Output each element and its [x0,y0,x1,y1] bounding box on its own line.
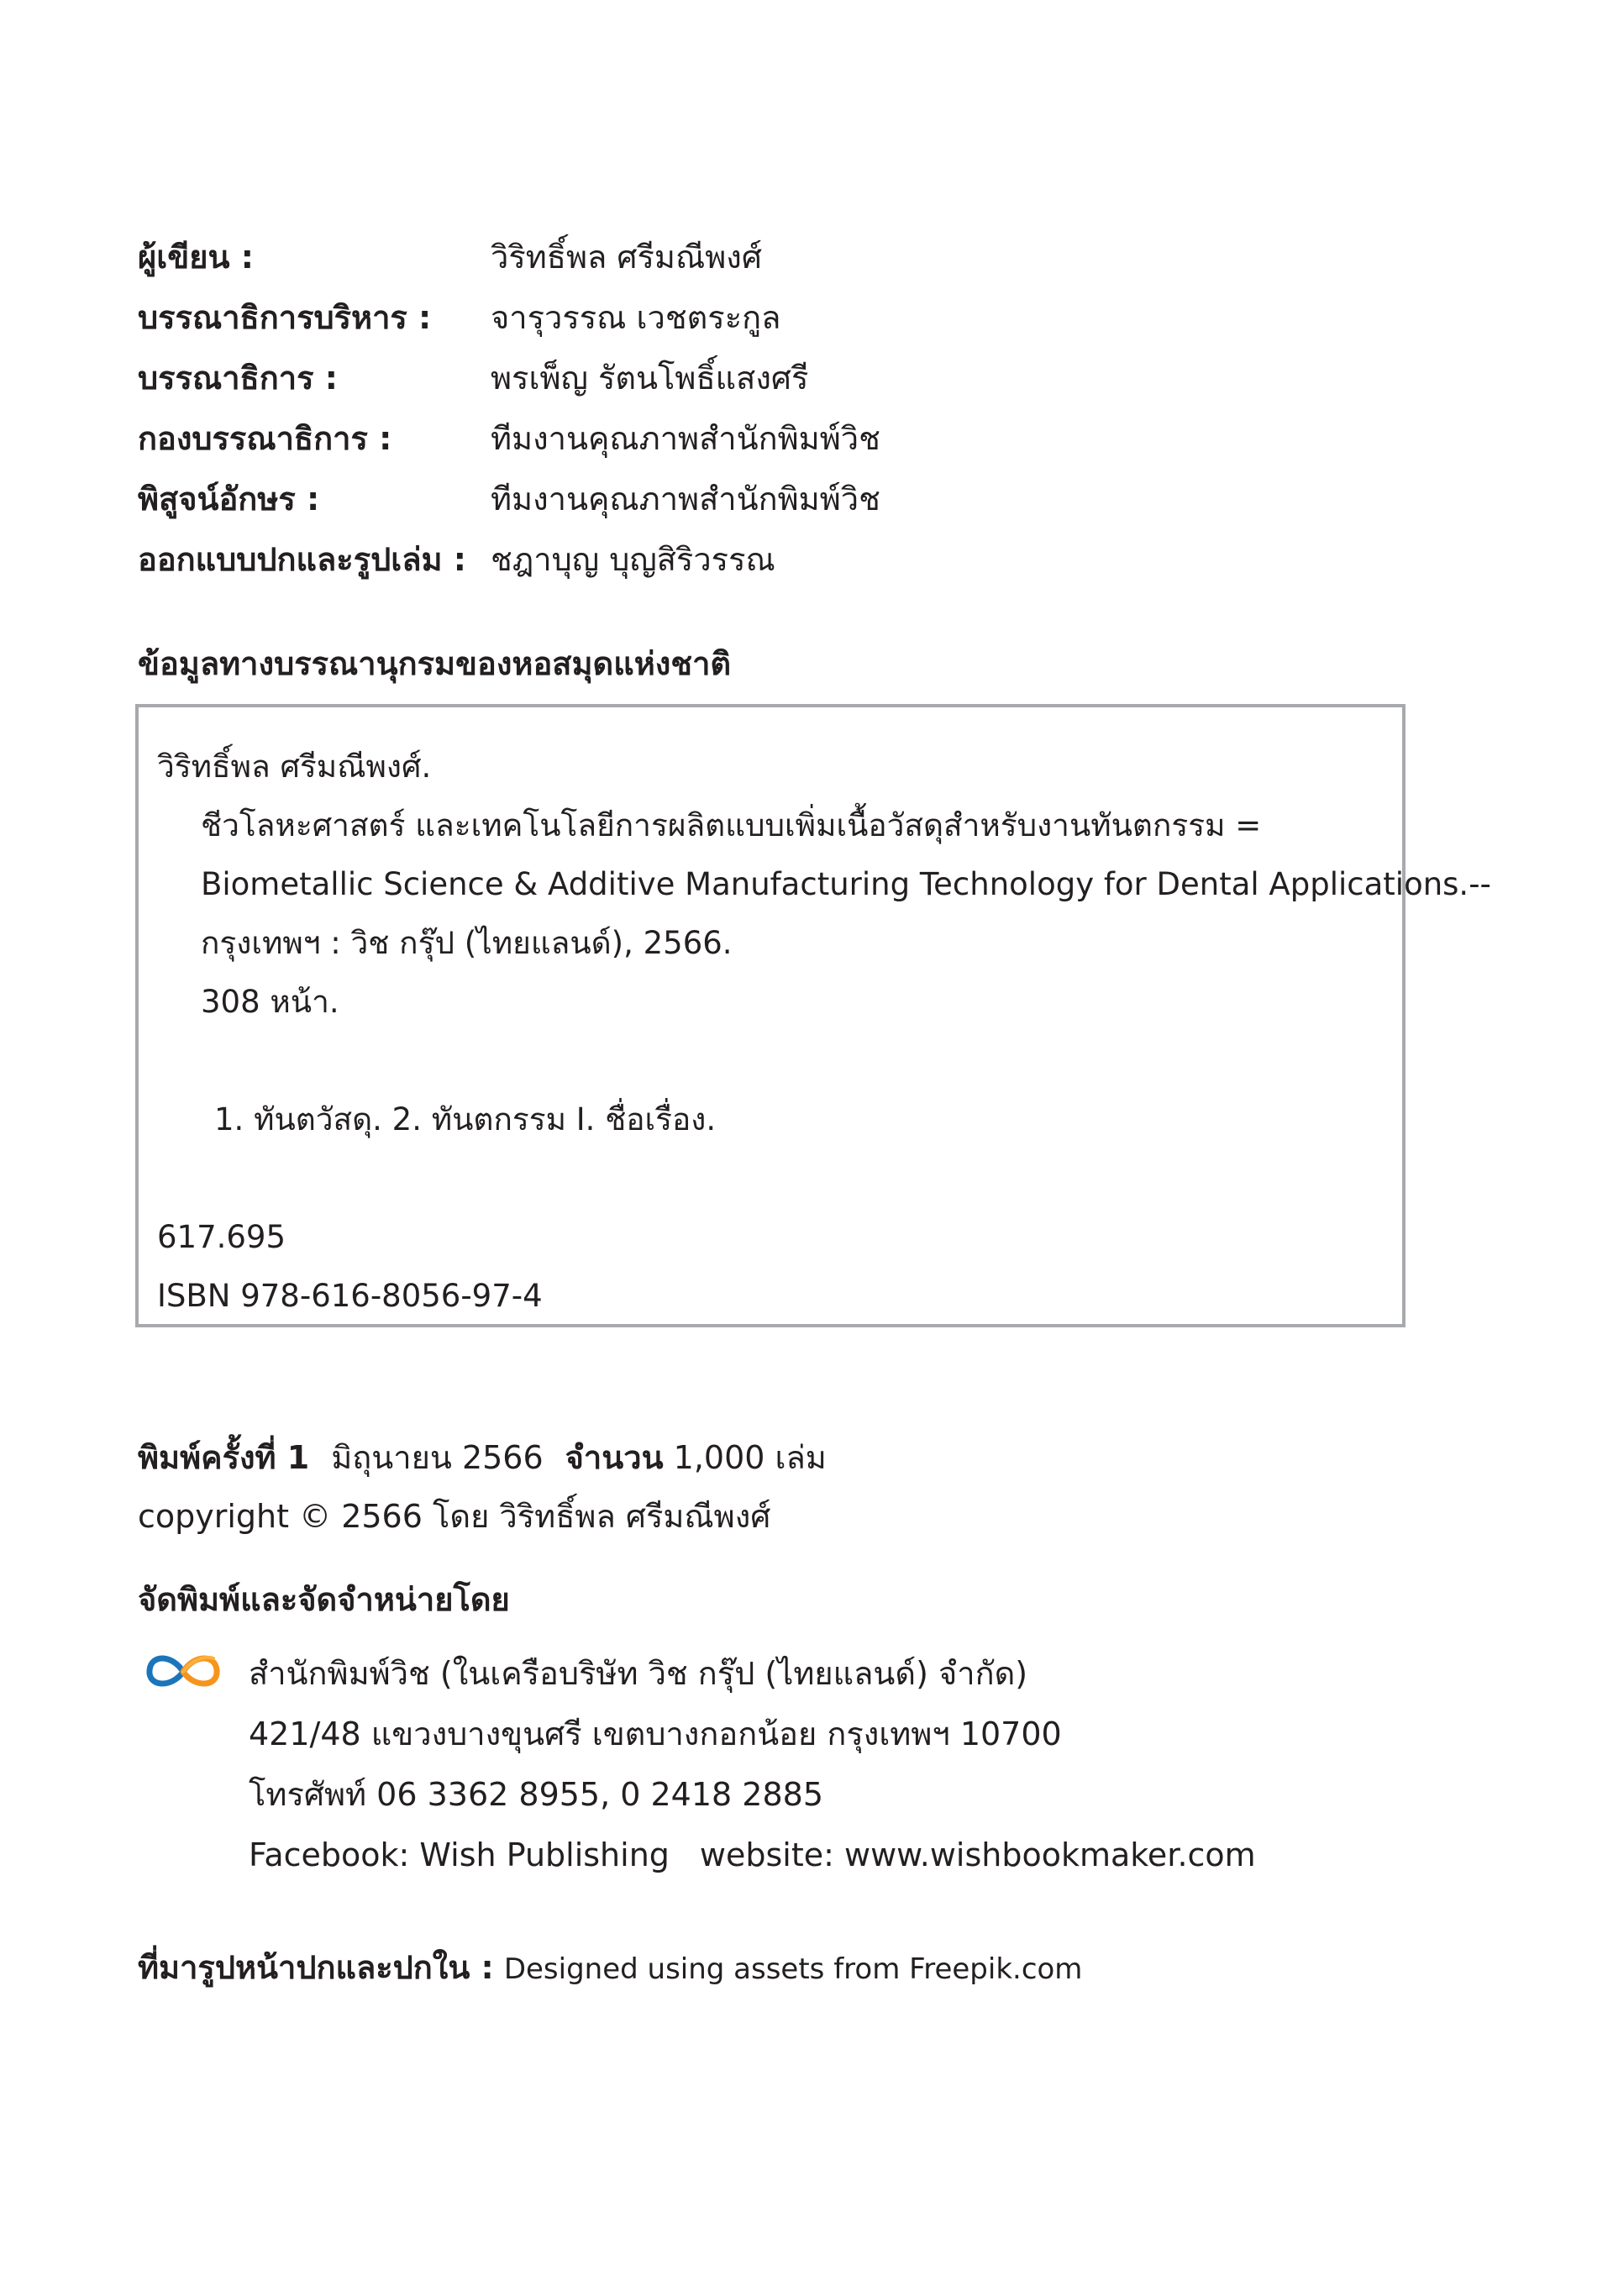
credit-value: พรเพ็ญ รัตนโพธิ์แสงศรี [491,360,809,397]
credits-list [138,227,1398,590]
publisher-address: 421/48 แขวงบางขุนศรี เขตบางกอกน้อย กรุงเทพฯ 10700 [249,1715,1062,1752]
credit-label: ออกแบบปกและรูปเล่ม : [138,541,466,578]
cip-title-en: Biometallic Science & Additive Manufacturing Technology for Dental Applications.-- [201,866,1491,902]
quantity-label: จำนวน [565,1439,664,1476]
cip-imprint: กรุงเทพฯ : วิช กรุ๊ป (ไทยแลนด์), 2566. [201,925,733,961]
cip-classification: 617.695 [157,1219,286,1255]
credit-value: ชฎาบุญ บุญสิริวรรณ [491,541,775,578]
cover-source-value: Designed using assets from Freepik.com [503,1952,1083,1986]
cover-source-label: ที่มารูปหน้าปกและปกใน : [138,1949,494,1986]
publisher-contacts [249,1825,1256,1885]
publisher-phone: โทรศัพท์ 06 3362 8955, 0 2418 2885 [249,1776,823,1813]
cip-author: วิริทธิ์พล ศรีมณีพงศ์. [157,749,432,785]
credit-row-proofreader [138,469,1398,529]
credit-value: จารุวรรณ เวชตระกูล [491,299,781,336]
credit-label: พิสูจน์อักษร : [138,481,320,518]
printing-info [138,1428,827,1546]
cip-title-th: ชีวโลหะศาสตร์ และเทคโนโลยีการผลิตแบบเพิ่มเนื้อวัสดุสำหรับงานทันตกรรม = [201,807,1262,843]
credit-value: ทีมงานคุณภาพสำนักพิมพ์วิช [491,481,880,518]
cip-heading: ข้อมูลทางบรรณานุกรมของหอสมุดแห่งชาติ [138,645,732,682]
publisher-name: สำนักพิมพ์วิช (ในเครือบริษัท วิช กรุ๊ป (ไทยแลนด์) จำกัด) [249,1655,1028,1692]
credit-label: บรรณาธิการบริหาร : [138,299,432,336]
credit-row-editorial-team [138,408,1398,469]
credit-label: ผู้เขียน : [138,239,254,276]
credit-row-design [138,529,1398,590]
copyright-line: copyright © 2566 โดย วิริทธิ์พล ศรีมณีพงศ์ [138,1498,771,1535]
cover-source [138,1942,1082,1994]
cip-pages: 308 หน้า. [201,984,339,1020]
credit-label: บรรณาธิการ : [138,360,338,397]
edition-date: มิถุนายน 2566 [331,1439,544,1476]
cip-subjects: 1. ทันตวัสดุ. 2. ทันตกรรม I. ชื่อเรื่อง. [214,1101,717,1137]
publisher-details [249,1643,1256,1885]
publisher-heading: จัดพิมพ์และจัดจำหน่ายโดย [138,1581,510,1618]
credit-row-author [138,227,1398,287]
credit-value: ทีมงานคุณภาพสำนักพิมพ์วิช [491,420,880,457]
credit-value: วิริทธิ์พล ศรีมณีพงศ์ [491,239,762,276]
credit-row-editor [138,348,1398,408]
edition-label: พิมพ์ครั้งที่ 1 [138,1439,310,1476]
publisher-facebook: Facebook: Wish Publishing [249,1836,670,1873]
quantity-value: 1,000 เล่ม [673,1439,827,1476]
credit-row-executive-editor [138,287,1398,348]
cip-isbn: ISBN 978-616-8056-97-4 [157,1278,543,1314]
publisher-website: website: www.wishbookmaker.com [699,1836,1256,1873]
edition-line [138,1428,827,1487]
credit-label: กองบรรณาธิการ : [138,420,392,457]
infinity-logo-icon [143,1647,223,1697]
cip-box [135,704,1491,1327]
wish-books-logo [143,1647,230,1714]
